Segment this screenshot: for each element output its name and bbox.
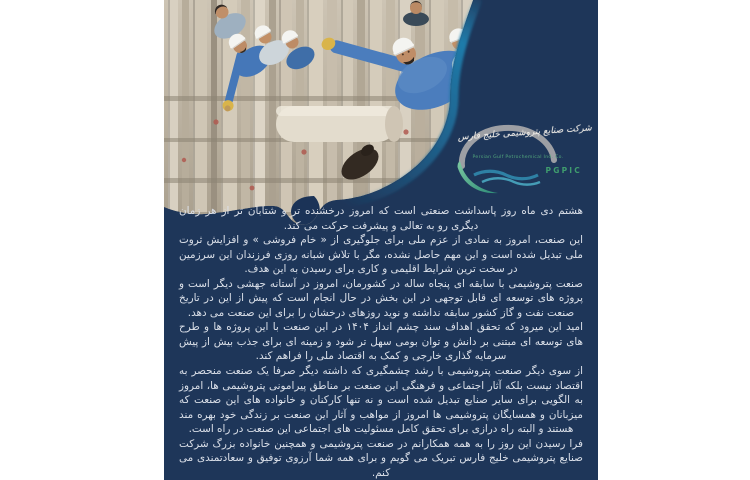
message-text [179, 204, 583, 480]
pgpic-logo-mark [452, 108, 592, 196]
vessel [276, 106, 403, 142]
logo-wave-1 [474, 171, 538, 179]
paragraph-5: از سوی دیگر صنعت پتروشیمی با رشد چشمگیری که داشته دیگر صرفا یک صنعت منحصر به اقتصاد نیست بلکه آثار اجتماعی و فرهنگی این صنعت بر مناطق پیرامونی پتروشیمی ها، امروز به الگویی برای سایر صنایع تبدیل شده است و نه تنها کارکنان و خانواده های این صنعت که میزبانان و همسایگان پتروشیمی ها امروز از مواهب و آثار این صنعت بر زندگی خود بهره مند هستند و البته راه درازی برای تحقق کامل مسئولیت های اجتماعی این صنعت در راه است. [179, 365, 583, 436]
logo-abbreviation: PGPIC [545, 166, 582, 175]
logo-persian-name: شرکت صنایع پتروشیمی خلیج فارس [457, 123, 593, 143]
poster-card [164, 0, 598, 480]
paragraph-3: صنعت پتروشیمی با سابقه ای پنجاه ساله در کشورمان، امروز در آستانه جهشی دیگر است و پروژه های توسعه ای قابل توجهی در این بخش در حال انجام است که پیش از این در تاریخ صنعت نفت و گاز کشور سابقه نداشته و نوید روزهای درخشان را برای این صنعت می دهد. [179, 277, 583, 319]
logo-english-name: Persian Gulf Petrochemical Ind. Co. [472, 155, 564, 160]
paragraph-4: امید این میرود که تحقق اهداف سند چشم انداز ۱۴۰۴ در این صنعت با این پروژه ها و طرح های توسعه ای مبتنی بر دانش و توان بومی سهل تر شود و زمینه ای برای جذب بیش از پیش سرمایه گذاری خارجی و کمک به اقتصاد ملی را فراهم کند. [179, 321, 583, 363]
logo-wave-2 [482, 178, 540, 184]
paragraph-1: هشتم دی ماه روز پاسداشت صنعتی است که امروز درخشنده تر و شتابان تر از هر زمان دیگری رو به تعالی و پیشرفت حرکت می کند. [179, 205, 583, 232]
pgpic-logo [452, 108, 592, 196]
paragraph-6: فرا رسیدن این روز را به همه همکارانم در صنعت پتروشیمی و همچنین خانواده بزرگ شرکت صنایع پتروشیمی خلیج فارس تبریک می گویم و برای همه شما آرزوی توفیق و سعادتمندی می کنم. [179, 437, 583, 479]
paragraph-2: این صنعت، امروز به نمادی از عزم ملی برای جلوگیری از « خام فروشی » و افزایش ثروت ملی تبدیل شده است و این مهم حاصل نشده، مگر با تلاش شبانه روزی فرزندان این سرزمین در سخت ترین شرایط اقلیمی و کاری برای رسیدن به این هدف. [179, 234, 583, 276]
